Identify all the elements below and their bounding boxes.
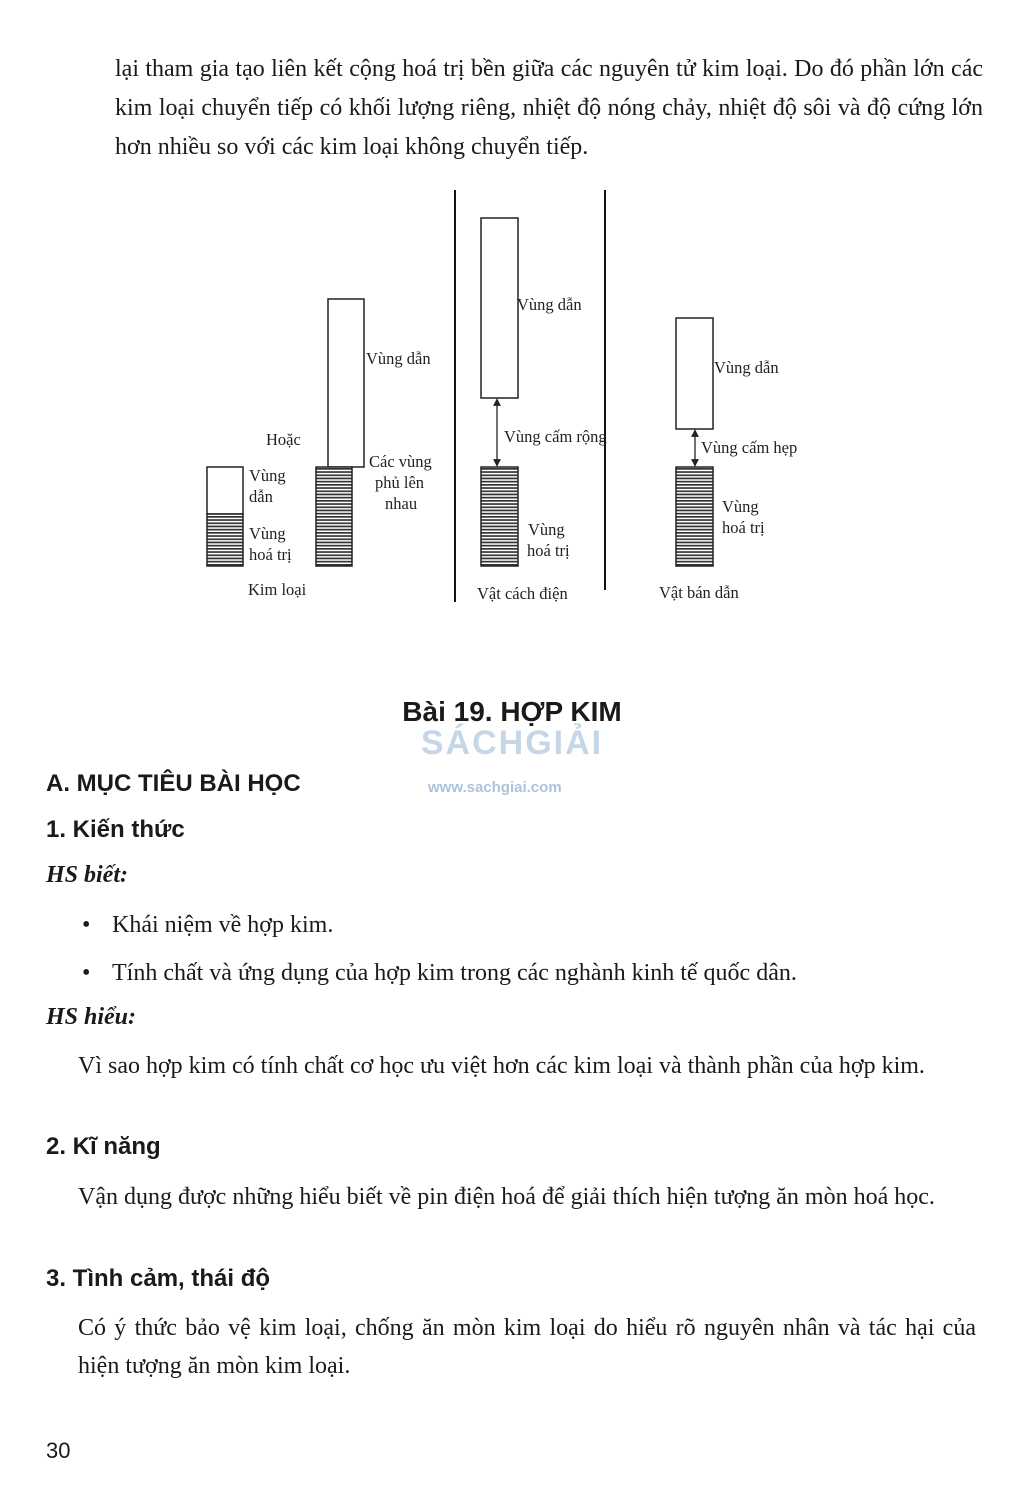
insulator-valence-band	[481, 467, 518, 566]
semiconductor-conduction-label: Vùng dẫn	[714, 358, 779, 377]
watermark-url: www.sachgiai.com	[428, 779, 562, 796]
narrow-gap-label: Vùng cấm hẹp	[701, 438, 798, 457]
attitude-text: Có ý thức bảo vệ kim loại, chống ăn mòn kim loại do hiểu rõ nguyên nhân và tác hại của hiện tượng ăn mòn kim loại.	[78, 1315, 976, 1379]
section-a-heading: A. MỤC TIÊU BÀI HỌC	[46, 770, 301, 797]
semiconductor-caption: Vật bán dẫn	[659, 583, 739, 602]
metal2-conduction-label: Vùng dẫn	[366, 349, 431, 368]
watermark-logo: SÁCHGIẢI	[420, 724, 604, 762]
overlap-label-2: phủ lên	[375, 473, 425, 492]
band-diagram	[0, 180, 1024, 620]
knowledge-heading: 1. Kiến thức	[46, 816, 185, 843]
semiconductor-conduction-band	[676, 318, 713, 429]
lesson-title: Bài 19. HỢP KIM	[402, 696, 622, 727]
overlap-label-3: nhau	[385, 494, 418, 513]
intro-paragraph: lại tham gia tạo liên kết cộng hoá trị bền giữa các nguyên tử kim loại. Do đó phần lớn các kim loại chuyển tiếp có khối lượng riêng, nhiệt độ nóng chảy, nhiệt độ sôi và độ cứng lớn hơn nhiều so với các kim loại không chuyển tiếp.	[115, 56, 983, 160]
insulator-conduction-label: Vùng dẫn	[517, 295, 582, 314]
insulator-conduction-band	[481, 218, 518, 398]
metal-valence-band	[207, 514, 243, 566]
metal-valence-label-1: Vùng	[249, 524, 286, 543]
knowledge-bullet-list	[80, 910, 797, 1006]
skills-text: Vận dụng được những hiểu biết về pin điện hoá để giải thích hiện tượng ăn mòn hoá học.	[78, 1184, 935, 1210]
metal2-conduction-band	[328, 299, 364, 467]
metal-caption: Kim loại	[248, 580, 307, 599]
insulator-valence-label-1: Vùng	[528, 520, 565, 539]
page-number: 30	[46, 1438, 71, 1463]
overlap-label-1: Các vùng	[369, 452, 432, 471]
metal-conduction-label-1: Vùng	[249, 466, 286, 485]
hs-hieu-text: Vì sao hợp kim có tính chất cơ học ưu việt hơn các kim loại và thành phần của hợp kim.	[78, 1053, 925, 1079]
metal-conduction-label-2: dẫn	[249, 487, 273, 506]
insulator-valence-label-2: hoá trị	[527, 541, 570, 560]
metal2-valence-band	[316, 467, 352, 566]
or-label: Hoặc	[266, 430, 301, 449]
semiconductor-valence-band	[676, 467, 713, 566]
skills-heading: 2. Kĩ năng	[46, 1133, 161, 1160]
attitude-heading: 3. Tình cảm, thái độ	[46, 1265, 271, 1292]
wide-gap-label: Vùng cấm rộng	[504, 427, 607, 446]
bullet-item: • Khái niệm về hợp kim.	[80, 910, 797, 958]
semiconductor-valence-label-1: Vùng	[722, 497, 759, 516]
metal-conduction-band	[207, 467, 243, 514]
metal-valence-label-2: hoá trị	[249, 545, 292, 564]
insulator-caption: Vật cách điện	[477, 584, 568, 603]
semiconductor-valence-label-2: hoá trị	[722, 518, 765, 537]
hs-hieu-label: HS hiểu:	[46, 1004, 137, 1030]
bullet-item: • Tính chất và ứng dụng của hợp kim trong các nghành kinh tế quốc dân.	[80, 958, 797, 1006]
hs-biet-label: HS biết:	[46, 862, 128, 888]
